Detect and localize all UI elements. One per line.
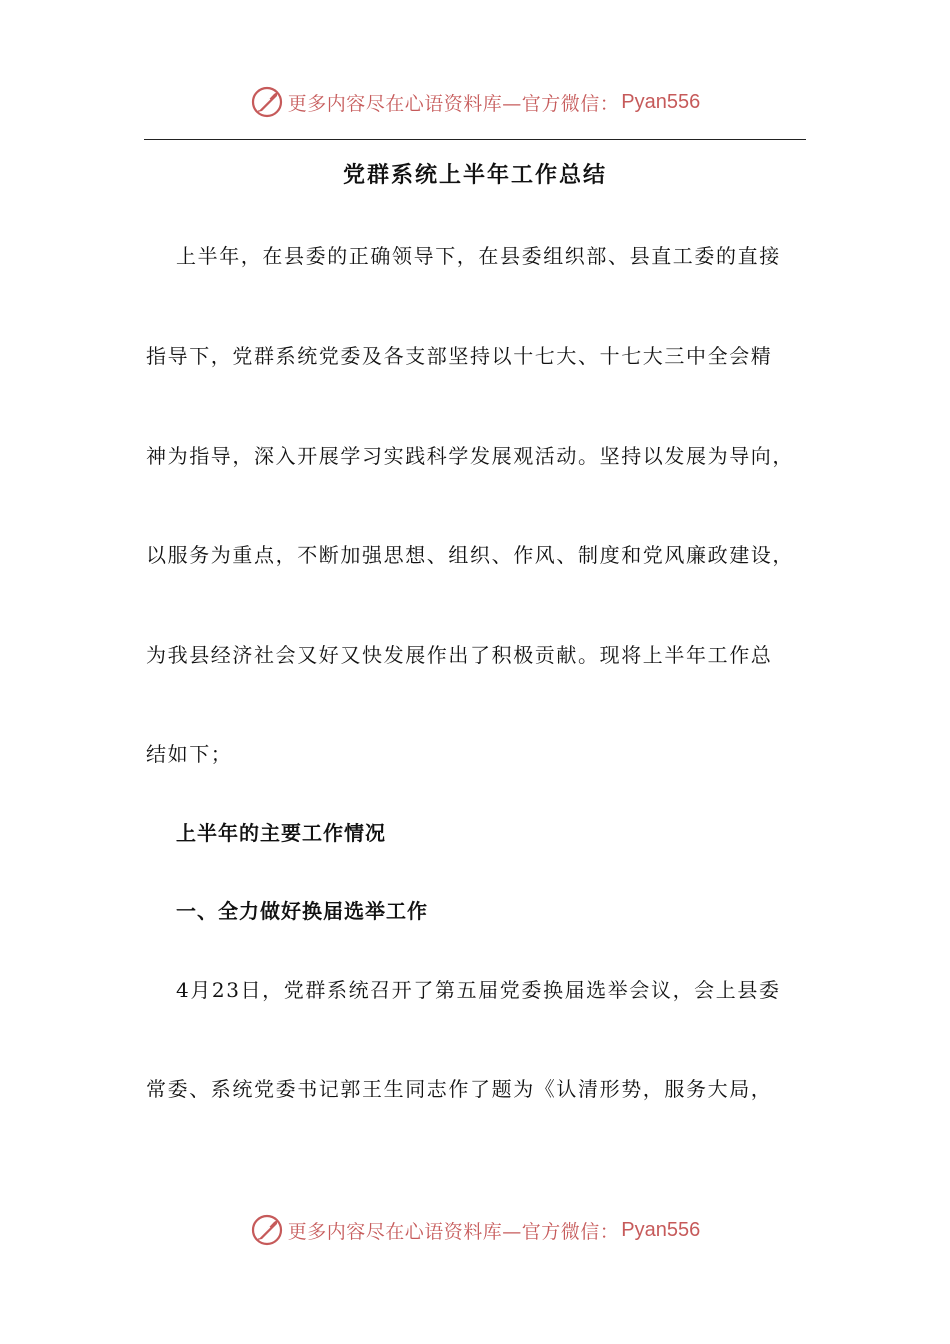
subsection-heading-1: 一、全力做好换届选举工作 <box>176 899 428 923</box>
paragraph-line-3: 神为指导，深入开展学习实践科学发展观活动。坚持以发展为导向， <box>146 444 794 468</box>
banner-wechat-id: Pyan556 <box>621 90 701 113</box>
quill-logo-icon <box>250 1213 284 1247</box>
paragraph-line-7: 4月23日，党群系统召开了第五届党委换届选举会议，会上县委 <box>176 978 781 1002</box>
banner-text: 更多内容尽在心语资料库—官方微信： <box>287 1220 620 1243</box>
header-banner <box>0 82 950 122</box>
paragraph-line-1: 上半年，在县委的正确领导下，在县委组织部、县直工委的直接 <box>176 244 781 268</box>
paragraph-line-8: 常委、系统党委书记郭王生同志作了题为《认清形势，服务大局， <box>146 1077 773 1101</box>
banner-wechat-id: Pyan556 <box>621 1218 701 1241</box>
banner-text: 更多内容尽在心语资料库—官方微信： <box>287 92 620 115</box>
quill-logo-icon <box>250 85 284 119</box>
header-divider <box>144 139 806 140</box>
footer-banner <box>0 1210 950 1250</box>
paragraph-line-2: 指导下，党群系统党委及各支部坚持以十七大、十七大三中全会精 <box>146 344 773 368</box>
section-heading: 上半年的主要工作情况 <box>176 821 386 845</box>
paragraph-line-5: 为我县经济社会又好又快发展作出了积极贡献。现将上半年工作总 <box>146 643 773 667</box>
paragraph-line-6: 结如下； <box>146 742 233 766</box>
paragraph-line-4: 以服务为重点，不断加强思想、组织、作风、制度和党风廉政建设， <box>146 543 794 567</box>
document-title: 党群系统上半年工作总结 <box>342 163 607 188</box>
